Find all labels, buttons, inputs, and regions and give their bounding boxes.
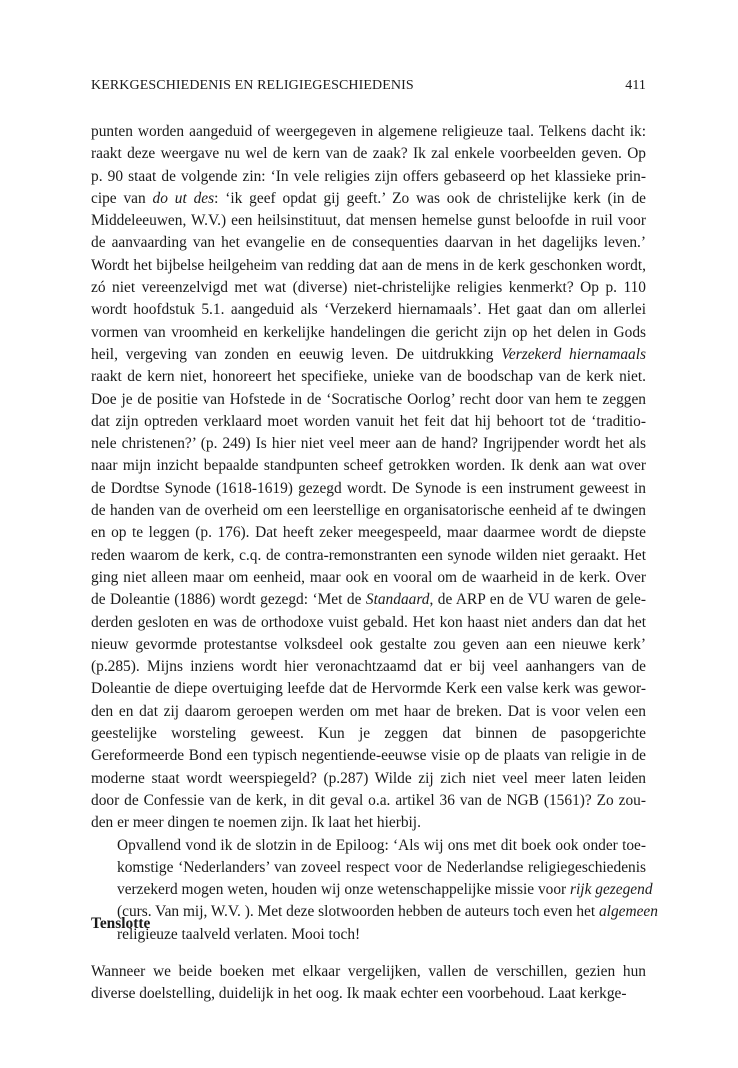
text-line: nele christenen?’ (p. 249) Is hier niet veel meer aan de hand? Ingrijpender wordt het als [91, 435, 646, 453]
text-line: punten worden aangeduid of weergegeven in algemene religieuze taal. Telkens dacht ik: [91, 123, 646, 140]
text-line: den er meer dingen te noemen zijn. Ik laat het hierbij. [91, 814, 421, 832]
paragraph-conclusion [91, 961, 646, 1006]
text-line: vormen van vroomheid en kerkelijke handelingen die gericht zijn op het delen in Gods [91, 323, 646, 341]
text-line: Doe je de positie van Hofstede in de ‘Socratische Oorlog’ recht door van hem te zeggen [91, 390, 646, 408]
text-line: komstige ‘Nederlanders’ van zoveel respect voor de Nederlandse religiegeschiedenis [117, 858, 646, 876]
text-line: raakt de kern niet, honoreert het specifieke, unieke van de boodschap van de kerk niet. [91, 368, 646, 386]
page-number: 411 [625, 78, 646, 93]
italic-phrase: algemeen [598, 903, 658, 921]
text-line: (curs. Van mij, W.V. ). Met deze slotwoorden hebben de auteurs toch even het algemeen [117, 903, 658, 921]
text-line: reden waarom de kerk, c.q. de contra-remonstranten een synode wilden niet geraakt. Het [91, 546, 646, 564]
text-line: door de Confessie van de kerk, in dit geval o.a. artikel 36 van de NGB (1561)? Zo zou- [91, 791, 646, 809]
body-text-main [91, 121, 658, 946]
text-line: de Dordtse Synode (1618-1619) gezegd wordt. De Synode is een instrument geweest in [91, 479, 646, 497]
text-line: Opvallend vond ik de slotzin in de Epiloog: ‘Als wij ons met dit boek ook onder toe- [117, 836, 646, 854]
paragraph-epilogue [91, 835, 658, 946]
text-line: cipe van do ut des: ‘ik geef opdat gij geeft.’ Zo was ook de christelijke kerk (in de [91, 189, 646, 207]
text-line: Gereformeerde Bond een typisch negentiende-eeuwse visie op de plaats van religie in de [91, 747, 646, 765]
italic-phrase: Verzekerd hiernamaals [501, 345, 646, 363]
section-heading: Tenslotte [91, 915, 151, 932]
text-line: raakt deze weergave nu wel de kern van de zaak? Ik zal enkele voorbeelden geven. Op [91, 145, 646, 163]
text-line: dat zijn optreden verklaard moet worden vanuit het feit dat hij behoort tot de ‘traditio- [91, 412, 646, 430]
text-line: diverse doelstelling, duidelijk in het oog. Ik maak echter een voorbehoud. Laat kerkge- [91, 985, 627, 1003]
text-line: p. 90 staat de volgende zin: ‘In vele religies zijn offers gebaseerd op het klassieke prin- [91, 167, 646, 185]
text-line: zó niet vereenzelvigd met wat (diverse) niet-christelijke religies kenmerkt? Op p. 110 [91, 279, 646, 297]
italic-phrase: Standaard [365, 591, 430, 609]
text-line: verzekerd mogen weten, houden wij onze wetenschappelijke missie voor rijk gezegend [117, 881, 653, 899]
italic-phrase: rijk gezegend [570, 881, 653, 899]
text-line: (p.285). Mijns inziens wordt hier veronachtzaamd dat er bij veel aanhangers van de [91, 658, 646, 676]
text-line: Middeleeuwen, W.V.) een heilsinstituut, dat mensen hemelse gunst beloofde in ruil voor [91, 212, 646, 230]
text-line: religieuze taalveld verlaten. Mooi toch! [117, 925, 361, 943]
text-line: de aanvaarding van het evangelie en de consequenties daarvan in het dagelijks leven.’ [91, 234, 646, 252]
text-line: geestelijke worsteling geweest. Kun je zeggen dat binnen de pasopgerichte [91, 725, 646, 743]
text-line: Wanneer we beide boeken met elkaar vergelijken, vallen de verschillen, gezien hun [91, 963, 646, 980]
text-line: den en dat zij daarom geroepen werden om met haar de breken. Dat is voor velen een [91, 702, 646, 720]
text-line: derden gesloten en was de orthodoxe vuist gebald. Het kon haast niet anders dan dat het [91, 613, 646, 631]
text-line: moderne staat wordt weerspiegeld? (p.287) Wilde zij zich niet veel meer laten leiden [91, 769, 646, 787]
text-line: naar mijn inzicht bepaalde standpunten scheef getrokken worden. Ik denk aan wat over [91, 457, 646, 475]
text-line: de Doleantie (1886) wordt gezegd: ‘Met de Standaard, de ARP en de VU waren de gele- [91, 591, 646, 609]
text-line: nieuw gevormde protestantse volksdeel ook gestalte zou geven aan een nieuwe kerk’ [91, 635, 646, 653]
text-line: en op te leggen (p. 176). Dat heeft zeker meegespeeld, maar daarmee wordt de diepste [91, 524, 646, 542]
paragraph-review-examples [91, 121, 646, 835]
running-title: KERKGESCHIEDENIS EN RELIGIEGESCHIEDENIS [91, 78, 414, 93]
italic-phrase: do ut des [152, 189, 215, 207]
text-line: ging niet alleen maar om eenheid, maar ook en vooral om de waarheid in de kerk. Over [91, 568, 646, 586]
text-line: wordt hoofdstuk 5.1. aangeduid als ‘Verzekerd hiernamaals’. Het gaat dan om allerlei [91, 301, 646, 319]
text-line: de handen van de overheid om een leerstellige en organisatorische eenheid af te dwingen [91, 502, 646, 520]
body-text-conclusion [91, 961, 646, 1006]
text-line: heil, vergeving van zonden en eeuwig leven. De uitdrukking Verzekerd hiernamaals [91, 345, 646, 363]
text-line: Wordt het bijbelse heilgeheim van redding dat aan de mens in de kerk geschonken wordt, [91, 256, 646, 274]
text-line: Doleantie de diepe overtuiging leefde dat de Hervormde Kerk een valse kerk was gewor- [91, 680, 646, 698]
